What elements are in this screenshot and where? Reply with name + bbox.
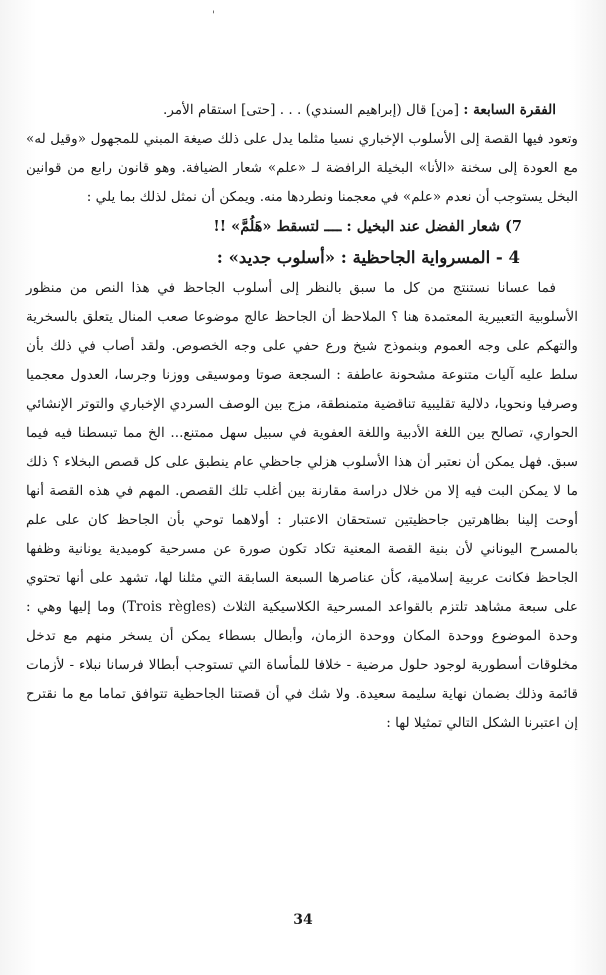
margin-mark: ' <box>212 10 215 21</box>
passage-text: [من] قال (إبراهيم السندي) . . . [حتى] استقام الأمر. <box>163 102 464 118</box>
section-heading: 4 - المسرواية الجاحظية : «أسلوب جديد» : <box>216 248 520 267</box>
text-body <box>26 96 578 738</box>
page-number: 34 <box>293 912 313 928</box>
passage-label: الفقرة السابعة : <box>463 102 556 118</box>
paragraph-reporting-style: وتعود فيها القصة إلى الأسلوب الإخباري نسيا مثلما يدل على ذلك صيغة المبني للمجهول «وقيل له» مع العودة إلى سخنة «الأنا» البخيلة الرافضة لـ «علم» شعار الضيافة. وهو قانون رابع من قوانين البخل يستوجب أن نعدم «علم» في معجمنا ونطردها منه. ويمكن أن نمثل لذلك بما يلي : <box>26 131 578 205</box>
paragraph-analysis: فما عسانا نستنتج من كل ما سبق بالنظر إلى أسلوب الجاحظ في هذا النص من منظور الأسلوبية التعبيرية المعتمدة هنا ؟ الملاحظ أن الجاحظ عالج موضوعا صعب المنال يتعلق بالسخرية والتهكم على وجه العموم وبنموذج شيخ ورع حفي على وجه الخصوص. ولقد أصاب في ذلك بأن سلط عليه آليات متنوعة مشحونة عاطفة : السجعة صوتا وموسيقى ووزنا وجرسا، العدول معجميا وصرفيا ونحويا، دلالية تقليبية تناقضية متمنطقة، مزج بين الوصف السردي الإخباري والتوتر الإنشائي الحواري، تصالح بين اللغة الأدبية واللغة العفوية في سبيل سهل ممتنع... الخ مما تبسطنا فيه فيما سبق. فهل يمكن أن نعتبر أن هذا الأسلوب هزلي جاحظي عام ينطبق على كل قصص البخلاء ؟ ذلك ما لا يمكن البت فيه إلا من خلال دراسة مقارنة بين أغلب تلك القصص. المهم في هذه القصة أنها أوحت إلينا بظاهرتين جاحظيتين تستحقان الاعتبار : أولاهما توحي بأن الجاحظ كان على علم بالمسرح اليوناني لأن بنية القصة المعنية تكاد تكون صورة عن مسرحية كوميدية يونانية وظفها الجاحظ فكانت عربية إسلامية، كأن عناصرها السبعة السابقة التي مثلنا لها، تشهد على أنها تحتوي على سبعة مشاهد تلتزم بالقواعد المسرحية الكلاسيكية الثلاث (Trois règles) وما إليها وهي : وحدة الموضوع ووحدة المكان ووحدة الزمان، وأبطال بسطاء يمكن أن يسخر منهم مع تدخل مخلوقات أسطورية لوجود حلول مرضية - خلافا للمأساة التي تستوجب أبطالا فرسانا نبلاء - لأزمات قائمة وذلك بضمان نهاية سليمة سعيدة. ولا شك في أن قصتنا الجاحظية تتوافق تماما مع ما نقترح إن اعتبرنا الشكل التالي تمثيلا لها : <box>26 280 578 731</box>
paragraph-seventh-passage <box>26 96 578 125</box>
example-line: 7) شعار الفضل عند البخيل : ــــ لتسقط «هَلُمَّ» !! <box>213 218 522 235</box>
